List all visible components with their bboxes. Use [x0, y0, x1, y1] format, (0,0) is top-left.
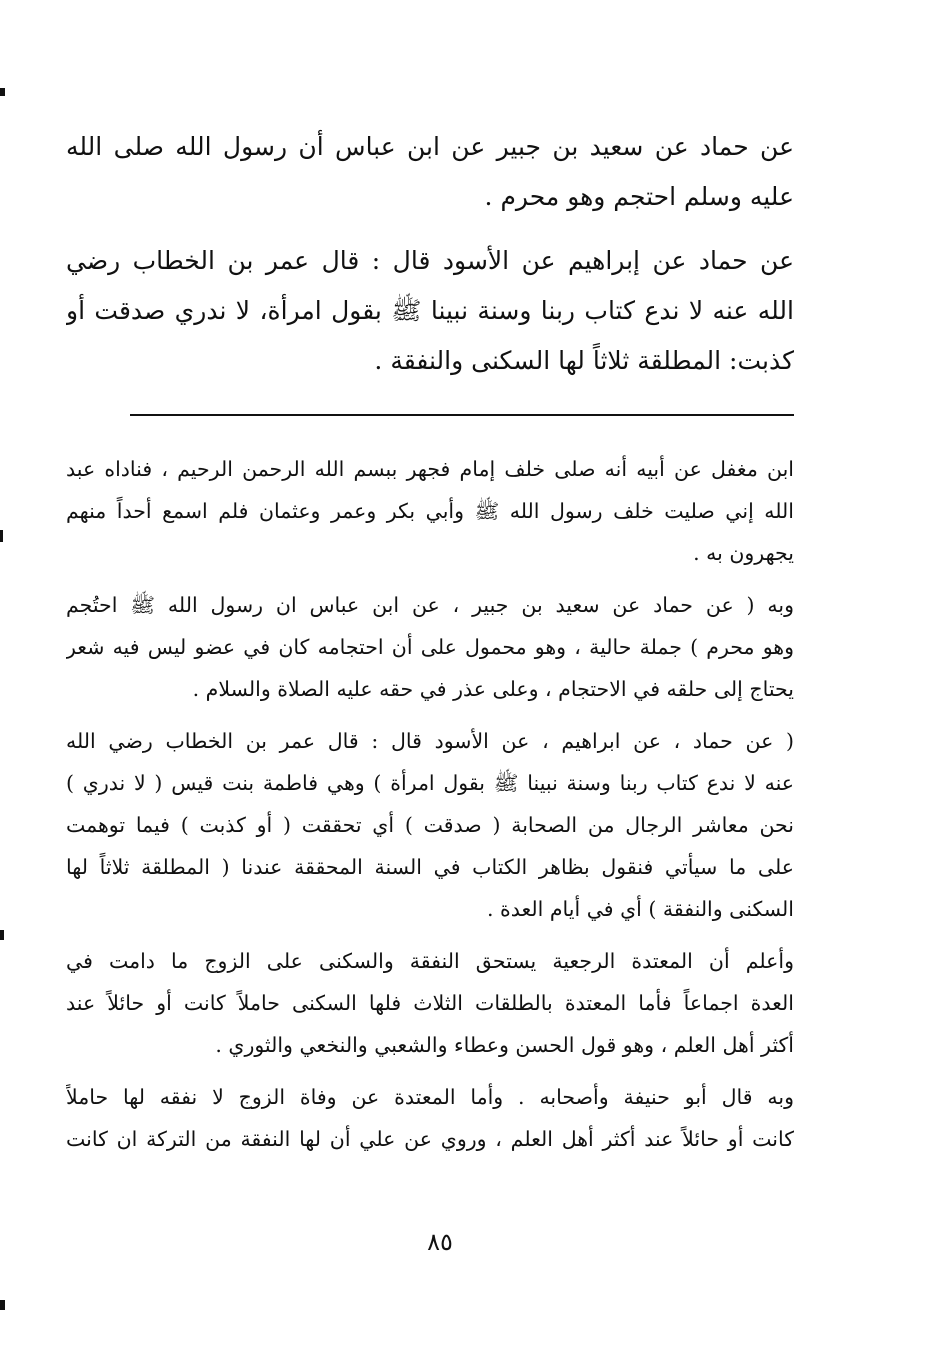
commentary-paragraph-1 — [66, 448, 794, 574]
text-line: أكثر أهل العلم ، وهو قول الحسن وعطاء والشعبي والنخعي والثوري . — [215, 1033, 794, 1057]
section-divider — [130, 414, 794, 416]
scan-edge-mark — [0, 88, 5, 96]
matn-paragraph-1 — [66, 122, 794, 222]
commentary-paragraph-2 — [66, 584, 794, 710]
text-line: ابن مغفل عن أبيه أنه صلى خلف إمام فجهر ببسم الله الرحمن الرحيم ، فناداه عبد — [66, 457, 794, 481]
page-number: ٨٥ — [427, 1228, 453, 1256]
text-line: كذبت: المطلقة ثلاثاً لها السكنى والنفقة . — [374, 346, 794, 375]
text-line: وأعلم أن المعتدة الرجعية يستحق النفقة والسكنى على الزوج ما دامت في — [66, 949, 794, 973]
matn-text — [66, 122, 794, 400]
text-line: الله عنه لا ندع كتاب ربنا وسنة نبينا ﷺ بقول امرأة، لا ندري صدقت أو — [66, 296, 794, 325]
text-line: عنه لا ندع كتاب ربنا وسنة نبينا ﷺ بقول امرأة ) وهي فاطمة بنت قيس ( لا ندري ) — [66, 771, 794, 795]
text-line: وبه قال أبو حنيفة وأصحابه . وأما المعتدة عن وفاة الزوج لا نفقه لها حاملاً — [66, 1085, 794, 1109]
text-line: العدة اجماعاً فأما المعتدة بالطلقات الثلاث فلها السكنى حاملاً كانت أو حائلاً عند — [66, 991, 794, 1015]
scan-edge-mark — [0, 1300, 5, 1310]
matn-paragraph-2 — [66, 236, 794, 386]
text-line: وهو محرم ) جملة حالية ، وهو محمول على أن احتجامه كان في عضو ليس فيه شعر — [66, 635, 794, 659]
commentary-paragraph-3 — [66, 720, 794, 930]
text-line: عن حماد عن سعيد بن جبير عن ابن عباس أن رسول الله صلى الله — [66, 132, 794, 161]
text-line: الله إني صليت خلف رسول الله ﷺ وأبي بكر وعمر وعثمان فلم اسمع أحداً منهم — [66, 499, 794, 523]
scan-edge-mark — [0, 530, 3, 542]
commentary-text — [66, 448, 794, 1170]
commentary-paragraph-4 — [66, 940, 794, 1066]
text-line: عن حماد عن إبراهيم عن الأسود قال : قال عمر بن الخطاب رضي — [66, 246, 794, 275]
text-line: عليه وسلم احتجم وهو محرم . — [484, 182, 794, 211]
text-line: ( عن حماد ، عن ابراهيم ، عن الأسود قال : قال عمر بن الخطاب رضي الله — [66, 729, 794, 753]
text-line: على ما سيأتي فنقول بظاهر الكتاب في السنة المحققة عندنا ( المطلقة ثلاثاً لها — [66, 855, 794, 879]
text-line: يحتاج إلى حلقه في الاحتجام ، وعلى عذر في حقه عليه الصلاة والسلام . — [192, 677, 794, 701]
text-line: يجهرون به . — [693, 541, 794, 565]
text-line: نحن معاشر الرجال من الصحابة ( صدقت ) أي تحققت ( أو كذبت ) فيما توهمت — [66, 813, 794, 837]
commentary-paragraph-5 — [66, 1076, 794, 1160]
text-line: وبه ( عن حماد عن سعيد بن جبير ، عن ابن عباس ان رسول الله ﷺ احتُجم — [66, 593, 794, 617]
text-line: كانت أو حائلاً عند أكثر أهل العلم ، وروي عن علي أن لها النفقة من التركة ان كانت — [66, 1127, 794, 1151]
text-line: السكنى والنفقة ) أي في أيام العدة . — [486, 897, 794, 921]
scan-edge-mark — [0, 930, 4, 940]
